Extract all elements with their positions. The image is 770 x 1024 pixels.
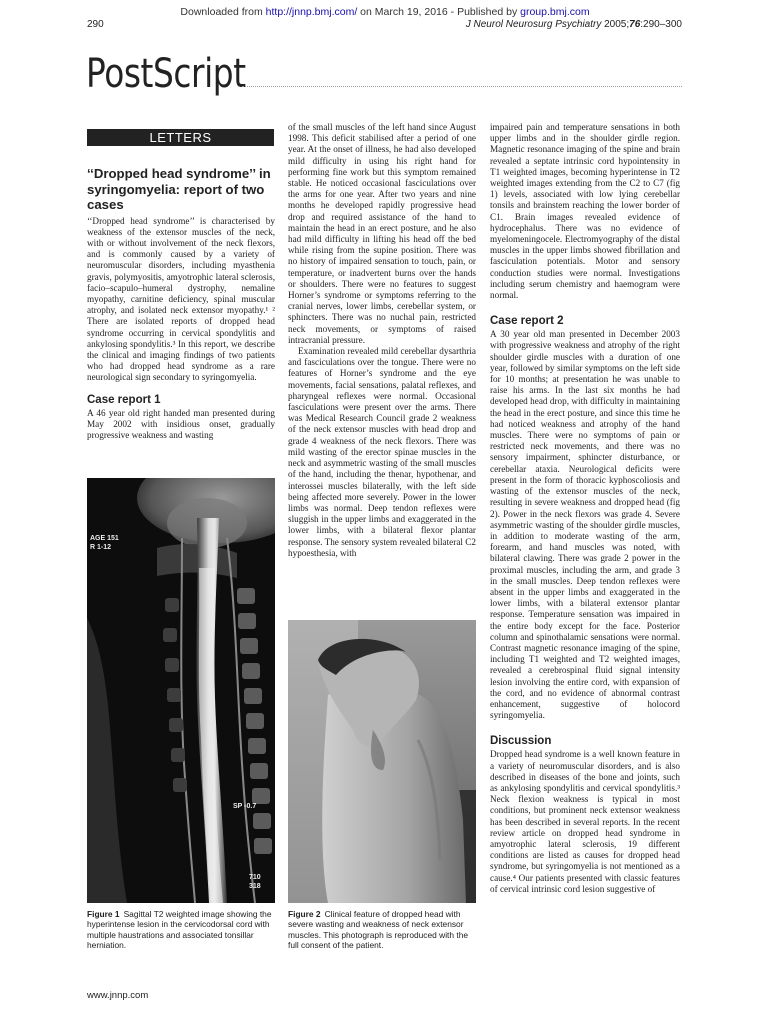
column-2 — [288, 122, 476, 559]
mri-overlay-mid: SP -0.7 — [233, 803, 257, 810]
publisher-link[interactable]: group.bmj.com — [520, 6, 590, 18]
download-banner — [0, 6, 770, 18]
col3-paragraph-1: impaired pain and temperature sensations in both upper limbs and in the shoulder girdle region. Magnetic resonance imaging of the spine and brain revealed a septate intrinsic cord hypointensity in T1 weighted images, becoming hyperintense in T2 weighted images extending from the C2 to C7 (fig 1) levels, associated with low lying cerebellar tonsils and brainstem reaching the lower border of C1. Brain images revealed evidence of hydrocephalus. There was no evidence of myelomeningocele. Electromyography of the distal muscles in the upper limbs showed fibrillation and fasciculation potentials. Motor and sensory conduction studies were normal. Investigations including serum chemistry and haemogram were normal. — [490, 122, 680, 301]
download-prefix: Downloaded from — [180, 6, 266, 18]
article-title: ‘‘Dropped head syndrome’’ in syringomyelia: report of two cases — [87, 166, 271, 212]
mri-overlay-br-1: 710 — [249, 874, 261, 881]
case2-heading: Case report 2 — [490, 315, 564, 328]
figure2-caption — [288, 909, 478, 951]
download-mid: on March 19, 2016 - Published by — [357, 6, 521, 18]
column-3 — [490, 122, 680, 895]
download-url-link[interactable]: http://jnnp.bmj.com/ — [265, 6, 358, 18]
mri-overlay-tl-1: AGE 151 — [90, 535, 119, 542]
journal-volume: 76 — [629, 19, 641, 30]
case1-paragraph: A 46 year old right handed man presented during May 2002 with insidious onset, gradually progressive weakness and wasting — [87, 407, 275, 440]
discussion-paragraph: Dropped head syndrome is a well known feature in a variety of neuromuscular disorders, and is also described in diseases of the bone and joints, such as ankylosing spondylitis and cervical spondylitis.³ Neck flexion weakness is typical in most conditions, but prominent neck extensor weakness has been described in several reports. In the recent review article on dropped head syndrome in amyotrophic lateral sclerosis, 19 different conditions are listed as causes for dropped head syndrome, but syringomyelia is not mentioned as a cause.⁴ Our patients presented with classic features of cervical intrinsic cord lesion suggestive of — [490, 749, 680, 894]
figure1-caption-text: Sagittal T2 weighted image showing the hyperintense lesion in the cervicodorsal cord with multiple haustrations and associated tonsillar herniation. — [87, 909, 272, 951]
mri-overlay-br-2: 318 — [249, 883, 261, 890]
case2-paragraph: A 30 year old man presented in December 2003 with progressive weakness and atrophy of the right shoulder girdle muscles with a duration of one year, followed by similar symptoms on the left side for 10 months; at presentation he was unable to raise his arms. In the last six months he had developed head drop, with difficulty in maintaining the head in the erect posture, and since this time he had noticed weakness and atrophy of the hand muscles. There were no symptoms of pain or restricted neck movements, and there was no sensory impairment, sphincter disturbance, or cerebellar ataxia. Neurological deficits were present in the form of thoracic kyphoscoliosis and wasting of the extensor muscles of the neck, resulting in severe weakness and dropped head (fig 2). Power in the neck flexors was grade 4. Severe asymmetric wasting of the shoulder girdle muscles, in addition to moderate wasting of the arm, forearm, and hand muscles was noted, with bilateral clawing. There was grade 2 power in the proximal muscles, including the arm, and grade 3 in the small muscles. Deep tendon reflexes were absent in the upper limbs and exaggerated in the lower limbs, with a bilateral extensor plantar response. Temperature sensation was impaired in the entire body except for the face. Posterior column and spinothalamic sensations were normal. Contrast magnetic resonance imaging of the spine, including T1 weighted and T2 weighted images, revealed a cerebrospinal fluid signal intensity lesion involving the entire cord, with expansion of the cord, and no evidence of abnormal contrast enhancement, suggestive of holocord syringomyelia. — [490, 329, 680, 721]
mri-overlay-tl-2: R 1-12 — [90, 544, 112, 551]
journal-year: 2005; — [601, 19, 630, 30]
intro-paragraph: ‘‘Dropped head syndrome’’ is characterised by weakness of the extensor muscles of the neck, with or without involvement of the neck flexors, and is commonly caused by a variety of neuromuscular disorders, including myasthenia gravis, polymyositis, amyotrophic lateral sclerosis, facio–scapulo–humeral dystrophy, nemaline myopathy, carnitine deficiency, spinal muscular atrophy, and isolated neck extensor myopathy.¹ ² There are isolated reports of dropped head syndrome occurring in cervical spondylitis and ankylosing spondylitis.³ In this report, we describe the clinical and imaging findings of two patients who had dropped head syndrome as a rare neurological sign secondary to syringomyelia. — [87, 215, 275, 383]
figure2-label: Figure 2 — [288, 909, 321, 919]
journal-pages: :290–300 — [640, 19, 682, 30]
figure1-caption — [87, 909, 277, 951]
col2-paragraph-1: of the small muscles of the left hand since August 1998. This deficit stabilised after a period of one year. At the onset of illness, he had also developed mild difficulty in using his right hand for performing fine work but this symptom remained stable. He noticed occasional fasciculations over the arms for one year. After two years and nine months he developed rapidly progressive head drop and required assistance of the hand to maintain the head in an erect posture, and he also had mild difficulty in lifting his head off the bed while rising from the supine position. There was no history of impaired sensation to touch, pain, or temperature, or inadvertent burns over the hands or shoulders. There were no features to suggest Horner’s syndrome or symptoms referring to the cranial nerves, lower limbs, cerebellar system, or sphincters. There was no nuchal pain, restricted neck movements, or symptoms of raised intracranial pressure. — [288, 122, 476, 345]
case1-heading: Case report 1 — [87, 393, 161, 406]
figure1-label: Figure 1 — [87, 909, 120, 919]
page-number: 290 — [87, 19, 104, 30]
figure1-mri-image — [87, 478, 275, 903]
column-1 — [87, 166, 275, 441]
discussion-heading: Discussion — [490, 735, 552, 748]
footer-url[interactable]: www.jnnp.com — [87, 990, 149, 1001]
section-title-rule — [242, 86, 682, 87]
letters-banner: LETTERS — [87, 129, 274, 146]
journal-name: J Neurol Neurosurg Psychiatry — [465, 19, 602, 30]
col2-paragraph-2: Examination revealed mild cerebellar dysarthria and fasciculations over the tongue. There were no features of Horner’s syndrome and the eye movements, facial sensations, palatal reflexes, and pharyngeal reflexes were normal. Occasional fasciculations were present over the arms. There was Medical Research Council grade 2 weakness of the neck extensor muscles with head drop and grade 4 weakness of the neck flexors. There was mild wasting of the erector spinae muscles in the neck and asymmetric wasting of the small muscles of the hand, including the thenar, hypothenar, and interossei muscles bilaterally, with the left side being affected more severely. Power in the lower limbs was normal. Deep tendon reflexes were sluggish in the upper limbs and exaggerated in the lower limbs, with a bilateral flexor plantar response. The sensory system revealed bilateral C2 hypoesthesia, with — [288, 346, 476, 558]
figure2-patient-photo — [288, 620, 476, 903]
section-title: PostScript — [86, 51, 246, 97]
journal-citation — [466, 19, 682, 30]
figure2-caption-text: Clinical feature of dropped head with severe wasting and weakness of neck extensor muscles. This photograph is reproduced with the full consent of the patient. — [288, 909, 469, 951]
